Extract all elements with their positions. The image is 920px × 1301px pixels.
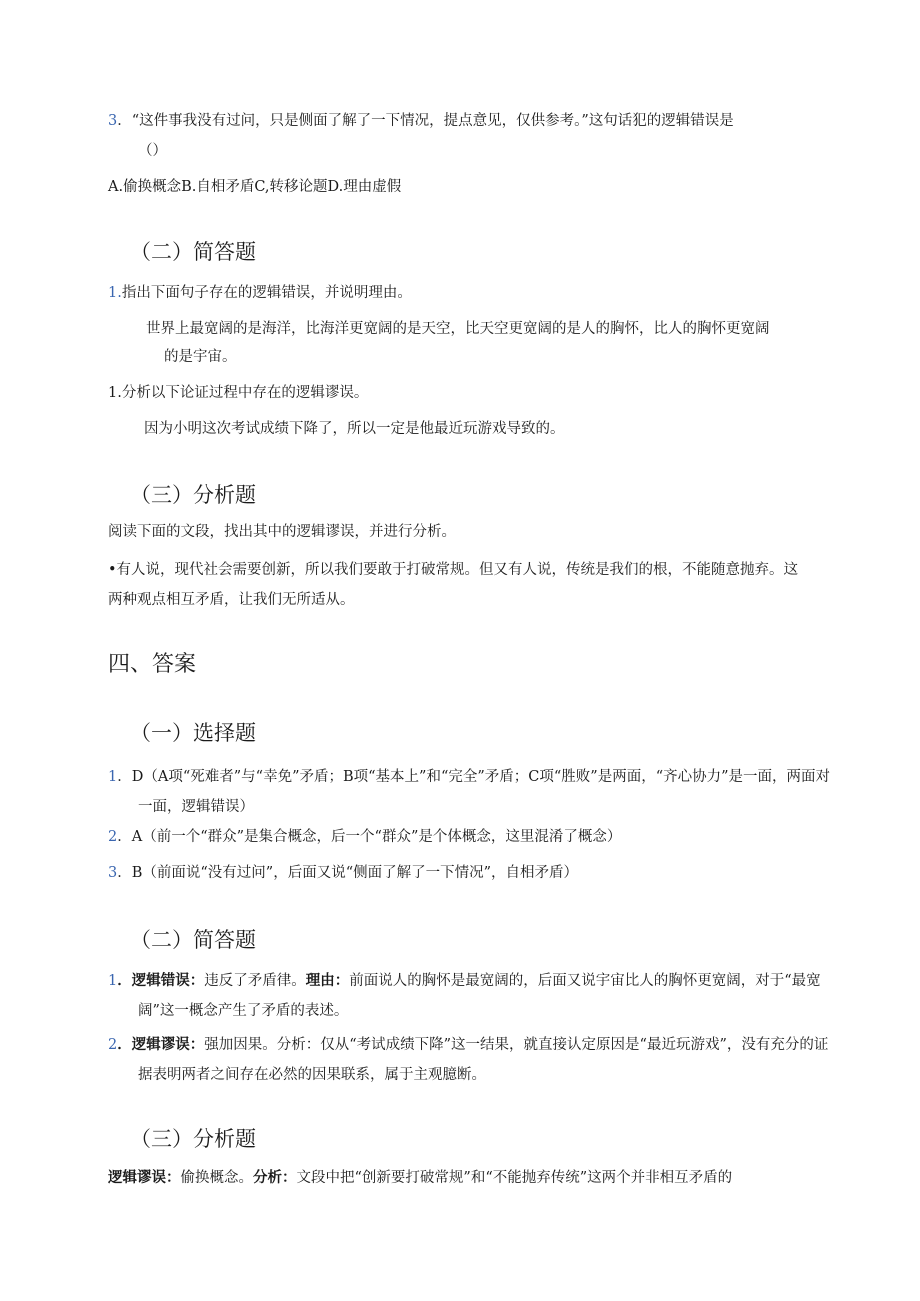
- short-question-1: [108, 278, 810, 308]
- answer-text: 偷换概念。: [180, 1170, 253, 1186]
- answer-number: 2: [108, 829, 118, 845]
- section-heading-short-answers: （二）简答题: [130, 928, 256, 952]
- question-text: 指出下面句子存在的逻辑错误，并说明理由。: [121, 285, 412, 301]
- analysis-intro: 阅读下面的文段，找出其中的逻辑谬误，并进行分析。: [108, 524, 456, 540]
- answer-text: ．D（A项“死难者”与“幸免”矛盾；B项“基本上”和“完全”矛盾；C项“胜败”是两面，“齐心协力”是一面，两面对一面，逻辑错误）: [117, 769, 831, 815]
- answer-choice-1: [108, 762, 840, 822]
- question-text: ．“这件事我没有过问，只是侧面了解了一下情况，提点意见，仅供参考。”这句话犯的逻辑错误是: [117, 113, 734, 129]
- answer-text: 违反了矛盾律。: [204, 973, 306, 989]
- section-heading-short-answer: （二）简答题: [130, 240, 256, 264]
- label-reason: 理由：: [305, 972, 350, 989]
- quote-line-1: 世界上最宽阔的是海洋，比海洋更宽阔的是天空，比天空更宽阔的是人的胸怀，比人的胸怀更宽阔: [146, 321, 770, 337]
- label-logic-fallacy: 逻辑谬误：: [108, 1169, 181, 1186]
- quote-line: 因为小明这次考试成绩下降了，所以一定是他最近玩游戏导致的。: [144, 421, 565, 437]
- label-logic-fallacy: ．逻辑谬误：: [117, 1036, 205, 1053]
- section-heading-choice-answers: （一）选择题: [130, 721, 256, 745]
- analysis-passage: •有人说，现代社会需要创新，所以我们要敢于打破常规。但又有人说，传统是我们的根，不能随意抛弃。这两种观点相互矛盾，让我们无所适从。: [108, 562, 799, 608]
- question-number: 1.: [108, 285, 122, 301]
- answer-text: 前面说人的胸怀是最宽阔的，后面又说宇宙比人的胸怀更宽阔，对于“最宽阔”这一概念产生了矛盾的表述。: [138, 973, 821, 1019]
- question-3: [108, 106, 810, 136]
- answer-number: 2: [108, 1037, 118, 1053]
- answer-text: 强加因果。分析：仅从“考试成绩下降”这一结果，就直接认定原因是“最近玩游戏”，没有充分的证据表明两者之间存在必然的因果联系，属于主观臆断。: [138, 1037, 829, 1083]
- question-options: A.偷换概念B.自相矛盾C,转移论题D.理由虚假: [108, 179, 402, 195]
- section-heading-analysis: （三）分析题: [130, 483, 256, 507]
- answer-choice-3: [108, 858, 810, 888]
- answer-text: ．A（前一个“群众”是集合概念，后一个“群众”是个体概念，这里混淆了概念）: [117, 829, 622, 845]
- quote-line-2: 的是宇宙。: [164, 349, 237, 365]
- answer-number: 1: [108, 769, 118, 785]
- label-logic-error: ．逻辑错误：: [117, 972, 205, 989]
- answer-short-2: [108, 1030, 840, 1090]
- answer-paren: （）: [138, 143, 167, 159]
- label-analysis: 分析：: [253, 1169, 297, 1186]
- question-number: 3: [108, 113, 118, 129]
- answer-choice-2: [108, 822, 810, 852]
- section-heading-answers: 四、答案: [108, 652, 197, 677]
- answer-short-1: [108, 966, 840, 1026]
- answer-text: 文段中把“创新要打破常规”和“不能抛弃传统”这两个并非相互矛盾的: [296, 1170, 733, 1186]
- answer-number: 3: [108, 865, 118, 881]
- answer-number: 1: [108, 973, 118, 989]
- section-heading-analysis-answer: （三）分析题: [130, 1127, 256, 1151]
- answer-text: ．B（前面说“没有过问”，后面又说“侧面了解了一下情况”，自相矛盾）: [117, 865, 579, 881]
- answer-analysis: [108, 1163, 810, 1193]
- short-question-2: 1.分析以下论证过程中存在的逻辑谬误。: [108, 385, 369, 401]
